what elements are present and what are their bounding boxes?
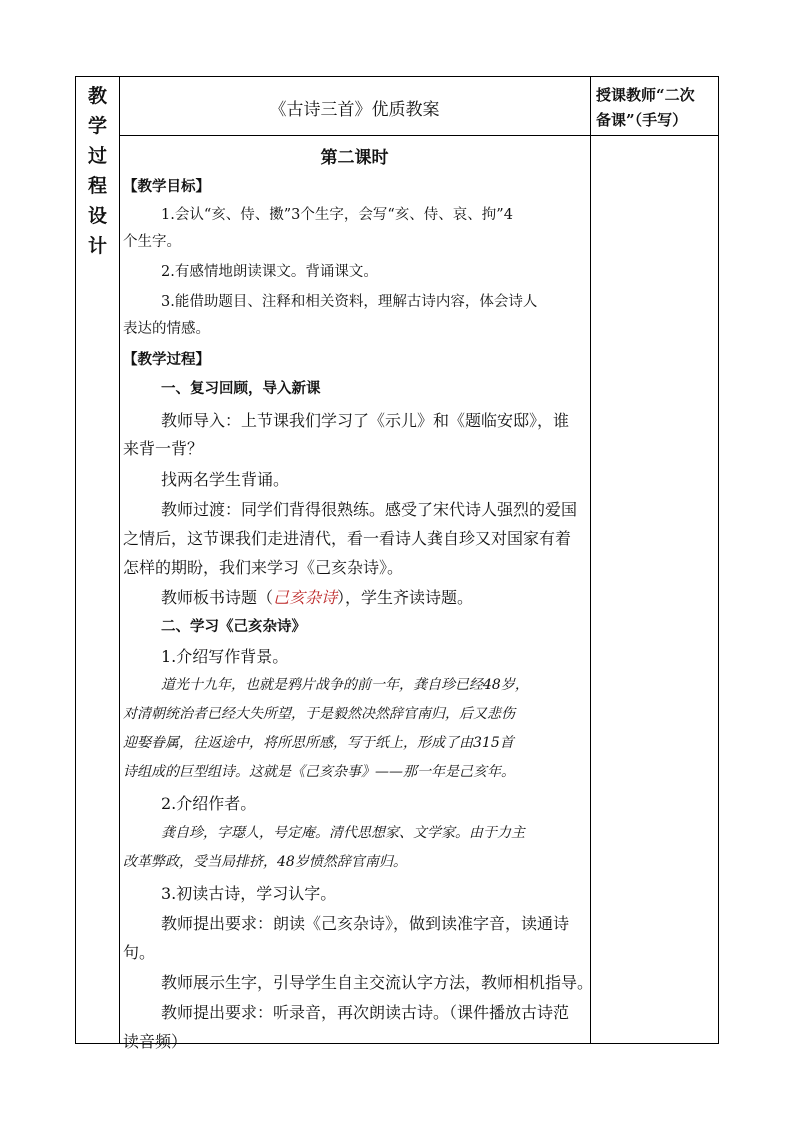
column-divider-left bbox=[119, 77, 120, 1043]
transition-line-3: 怎样的期盼，我们来学习《己亥杂诗》。 bbox=[123, 558, 404, 577]
side-label-char: 过 bbox=[87, 145, 107, 167]
show-characters-line: 教师展示生字，引导学生自主交流认字方法，教师相机指导。 bbox=[161, 973, 594, 992]
intro-line-2: 来背一背？ bbox=[123, 439, 204, 458]
requirement-line-1: 教师提出要求：朗读《己亥杂诗》，做到读准字音，读通诗 bbox=[161, 914, 570, 933]
author-title: 2.介绍作者。 bbox=[161, 794, 257, 813]
transition-line-2: 之情后，这节课我们走进清代，看一看诗人龚自珍又对国家有着 bbox=[123, 529, 572, 548]
side-label-char: 计 bbox=[87, 235, 107, 257]
first-reading-title: 3.初读古诗，学习认字。 bbox=[161, 884, 337, 903]
recite-line: 找两名学生背诵。 bbox=[161, 470, 290, 489]
board-text-a: 教师板书诗题（ bbox=[161, 588, 274, 607]
background-line-3: 迎娶眷属，往返途中，将所思所感，写于纸上，形成了由315首 bbox=[123, 735, 514, 751]
goal-1-line-1: 1.会认“亥、侍、擞”3个生字，会写“亥、侍、哀、拘”4 bbox=[161, 207, 513, 223]
background-title: 1.介绍写作背景。 bbox=[161, 647, 289, 666]
listen-line-2: 读音频） bbox=[123, 1032, 188, 1051]
intro-line-1: 教师导入：上节课我们学习了《示儿》和《题临安邸》，谁 bbox=[161, 411, 570, 430]
transition-line-1: 教师过渡：同学们背得很熟练。感受了宋代诗人强烈的爱国 bbox=[161, 500, 578, 519]
board-line bbox=[161, 585, 473, 608]
teacher-notes-header-line2: 备课”（手写） bbox=[596, 111, 688, 129]
author-line-1: 龚自珍，字璱人，号定庵。清代思想家、文学家。由于力主 bbox=[161, 825, 525, 841]
header-row-divider bbox=[119, 135, 718, 136]
side-label-char: 设 bbox=[87, 205, 107, 227]
board-handwritten-title: 己亥杂诗 bbox=[273, 588, 338, 607]
teacher-notes-header-line1: 授课教师“二次 bbox=[596, 86, 695, 104]
side-label-char: 教 bbox=[87, 85, 107, 107]
process-heading: 【教学过程】 bbox=[123, 351, 210, 368]
step-1-heading: 一、复习回顾，导入新课 bbox=[161, 380, 321, 397]
background-line-1: 道光十九年，也就是鸦片战争的前一年，龚自珍已经48岁， bbox=[161, 677, 529, 693]
document-title: 《古诗三首》优质教案 bbox=[269, 100, 440, 120]
goal-3-line-1: 3.能借助题目、注释和相关资料，理解古诗内容，体会诗人 bbox=[161, 294, 538, 310]
background-line-2: 对清朝统治者已经大失所望，于是毅然决然辞官南归，后又悲伤 bbox=[123, 706, 515, 722]
board-text-b: ），学生齐读诗题。 bbox=[337, 588, 474, 607]
goals-heading: 【教学目标】 bbox=[123, 178, 210, 195]
listen-line-1: 教师提出要求：听录音，再次朗读古诗。（课件播放古诗范 bbox=[161, 1003, 570, 1022]
goal-3-line-2: 表达的情感。 bbox=[123, 321, 210, 337]
teacher-notes-header bbox=[596, 83, 718, 133]
goal-1-line-2: 个生字。 bbox=[123, 234, 181, 250]
lesson-plan-table bbox=[75, 76, 719, 1051]
side-label-char: 学 bbox=[87, 115, 107, 137]
step-2-heading: 二、学习《己亥杂诗》 bbox=[161, 618, 306, 635]
goal-2: 2.有感情地朗读课文。背诵课文。 bbox=[161, 264, 378, 280]
side-label-char: 程 bbox=[87, 175, 107, 197]
column-divider-right bbox=[590, 77, 591, 1043]
background-line-4: 诗组成的巨型组诗。这就是《己亥杂事》——那一年是己亥年。 bbox=[123, 764, 515, 780]
requirement-line-2: 句。 bbox=[123, 943, 156, 962]
author-line-2: 改革弊政，受当局排挤，48岁愤然辞官南归。 bbox=[123, 854, 407, 870]
lesson-period-title: 第二课时 bbox=[320, 148, 389, 168]
